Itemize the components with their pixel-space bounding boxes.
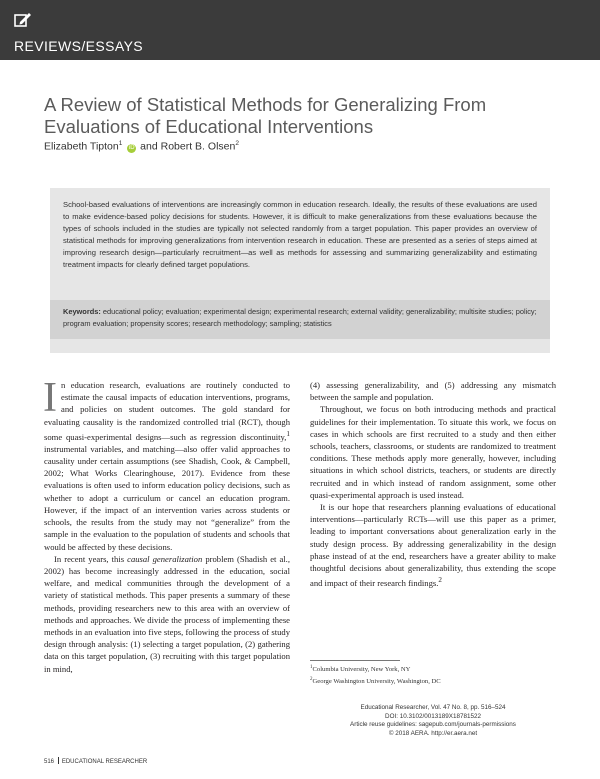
footnote-divider (310, 660, 400, 661)
journal-name: EDUCATIONAL RESEARCHER (61, 759, 148, 765)
body-column-right (310, 379, 556, 589)
drop-cap: I (43, 375, 57, 421)
footnote (310, 675, 441, 687)
body-paragraph (310, 501, 556, 589)
footnote-ref[interactable]: 1 (286, 429, 290, 438)
emphasized-term: causal generalization (127, 553, 203, 564)
author-list (44, 140, 239, 153)
affiliation-marker: 2 (235, 140, 239, 147)
body-paragraph: (4) assessing generalizability, and (5) addressing any mismatch between the sample and population. (310, 380, 556, 403)
copyright-line: © 2018 AERA. http://er.aera.net (388, 729, 478, 737)
page-footer (44, 757, 147, 765)
footnote-number: 2 (310, 676, 313, 682)
paragraph-text: In recent years, this (54, 553, 128, 564)
article-title: A Review of Statistical Methods for Generalizing From Evaluations of Educational Interventions (44, 94, 487, 137)
section-header-bar (0, 0, 600, 60)
paragraph-text: instrumental variables, and matching—also offer valid approaches to causality under certain assumptions (see Shadish, Cook, & Campbell, 2002; What Works Clearinghouse, 2017). Evidence from these evaluations is often used to inform education policy decisions, such as whether to adopt a curriculum or cancel an education program. However, if the impact of an intervention varies across students or schools, the results from the study may not “generalize” from the sample in the evaluation to the population of students and schools that would be affected by these decisions. (44, 443, 290, 552)
paragraph-text: problem (Shadish et al., 2002) has become increasingly addressed in the education, social welfare, and medical communities through the development of a variety of statistical methods. This paper presents a summary of these methods, providing researchers new to this area with an overview of methods and approaches. We divide the process of implementing these methods in an evaluation into five steps, following the process of study design through analysis: (1) selecting a target population, (2) gathering data on this target population, (3) recruiting with this target population in mind, (44, 553, 290, 674)
section-label: REVIEWS/ESSAYS (14, 38, 144, 54)
paragraph-text: It is our hope that researchers planning evaluations of educational interventions—particularly RCTs—will use this paper as a primer, leading to important conversations about generalization early in the study design process. By addressing generalizability in the design phase instead of at the end, researchers have a greater ability to make thoughtful decisions about generalizability, thus extending the scope and impact of their research findings. (310, 502, 556, 589)
footer-separator (58, 757, 59, 764)
keywords-list: educational policy; evaluation; experimental design; experimental research; external validity; generalizability; multisite studies; policy; program evaluation; propensity scores; research methodology; sampling; statistics (63, 307, 537, 329)
affiliation-footnotes (310, 663, 441, 686)
abstract: School-based evaluations of interventions are increasingly common in education research. Ideally, the results of these evaluations are used to make evidence-based policy decisions for students. However, it is difficult to make generalizations from these evaluations because the types of schools included in the studies are typically not selected randomly from a target population. This paper provides an overview of statistical methods for improving generalizations from intervention research in education. These are presented as a series of steps aimed at improving research design—particularly recruitment—as well as methods for assessing and summarizing generalizability and estimating treatment impacts for clearly defined target populations. (63, 200, 537, 270)
page-number: 516 (44, 759, 55, 765)
body-column-left (43, 375, 290, 675)
author-joiner: and (137, 140, 161, 153)
citation-line: Educational Researcher, Vol. 47 No. 8, pp. 516–524 (360, 704, 506, 711)
footnote (310, 663, 441, 675)
author-name[interactable]: Robert B. Olsen (160, 140, 236, 153)
journal-citation (310, 704, 556, 738)
body-paragraph (43, 375, 290, 553)
doi-link[interactable]: DOI: 10.3102/0013189X18781522 (385, 712, 481, 720)
affiliation-marker: 1 (118, 140, 123, 147)
footnote-text: Columbia University, New York, NY (312, 666, 411, 674)
footnote-number: 1 (310, 665, 313, 670)
footnote-text: George Washington University, Washington, DC (312, 677, 441, 685)
paragraph-text: n education research, evaluations are routinely conducted to estimate the causal impacts of education interventions, programs, and policies on student outcomes. The gold standard for evaluating causality is the randomized controlled trial (RCT), though some quasi-experimental designs—such as regression discontinuity, (44, 380, 290, 442)
footnote-ref[interactable]: 2 (438, 576, 442, 585)
keywords (63, 306, 537, 331)
body-paragraph (44, 553, 290, 675)
keywords-label: Keywords: (63, 307, 101, 316)
author-name[interactable]: Elizabeth Tipton (44, 140, 119, 153)
orcid-icon[interactable]: iD (128, 144, 135, 151)
body-paragraph: Throughout, we focus on both introducing methods and practical guidelines for their implementation. To situate this work, we focus on cases in which schools are first recruited to a study and then either schools, teachers, classrooms, or students are randomized to treatment conditions. These methods apply more generally, however, including situations in which school districts, teachers, or students are directly recruited and in which instead of random assignment, some other quasi-experimental approach is used instead. (310, 404, 556, 500)
reuse-guidelines-link[interactable]: Article reuse guidelines: sagepub.com/journals-permissions (350, 721, 516, 728)
pencil-square-icon (14, 12, 34, 28)
